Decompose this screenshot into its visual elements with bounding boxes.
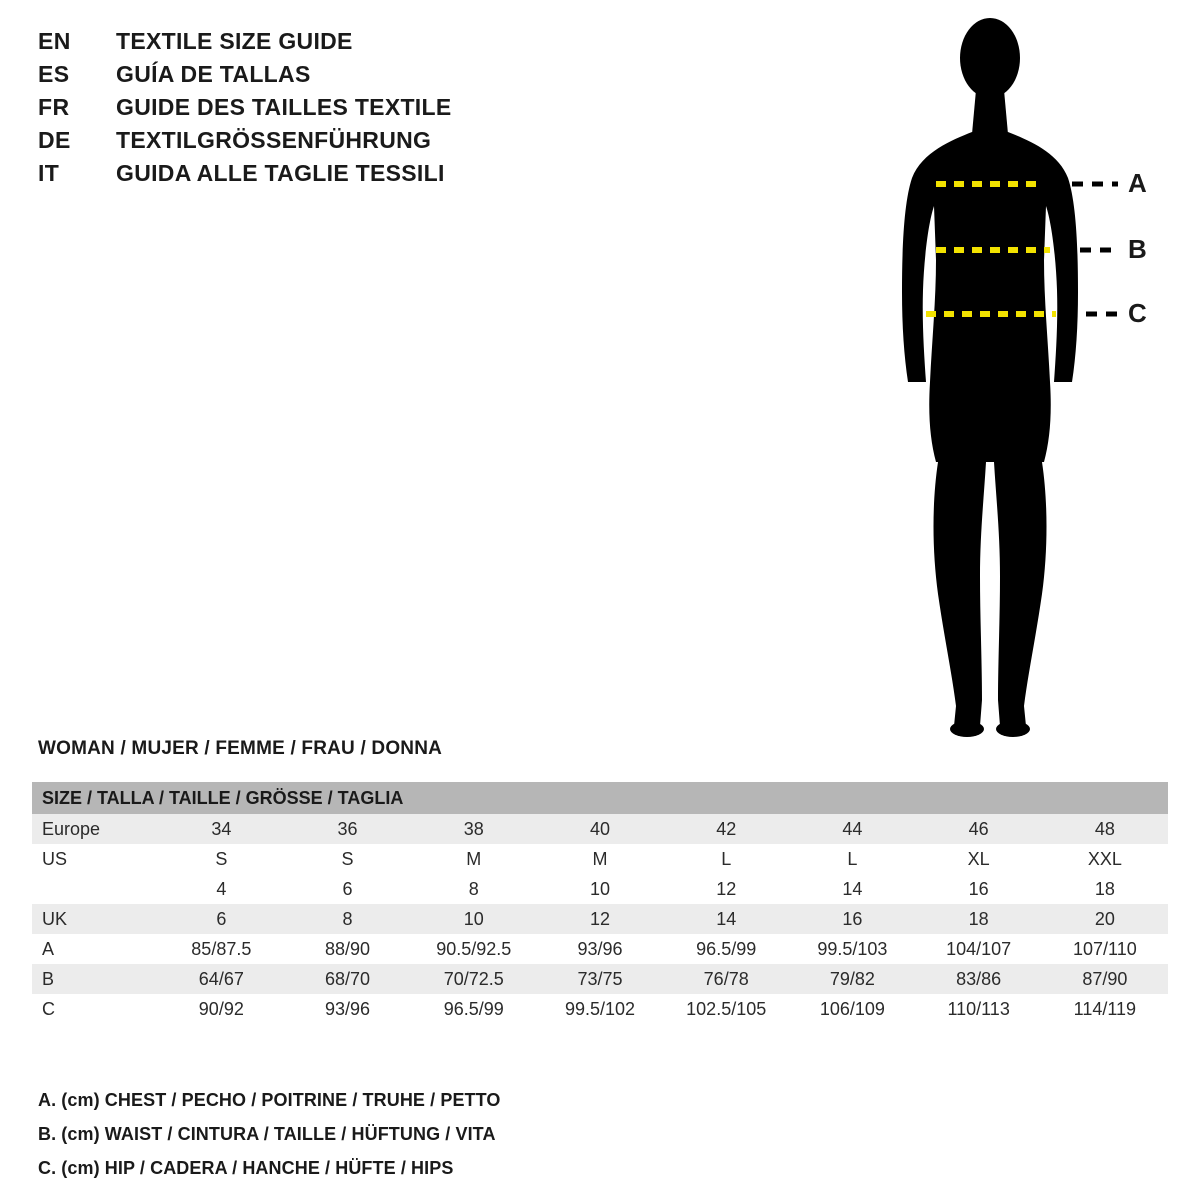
table-cell: 110/113	[916, 994, 1042, 1024]
table-cell: 102.5/105	[663, 994, 789, 1024]
table-row	[32, 874, 1168, 904]
title-text-fr: GUIDE DES TAILLES TEXTILE	[116, 94, 452, 120]
table-row	[32, 814, 1168, 844]
table-cell: 40	[537, 814, 663, 844]
table-head	[32, 782, 1168, 814]
table-cell: 83/86	[916, 964, 1042, 994]
footnote-chest: A. (cm) CHEST / PECHO / POITRINE / TRUHE / PETTO	[38, 1090, 501, 1110]
language-title-block	[38, 28, 598, 193]
table-cell: 96.5/99	[411, 994, 537, 1024]
table-cell: 79/82	[789, 964, 915, 994]
row-label: A	[32, 934, 158, 964]
table-header-row	[32, 782, 1168, 814]
table-cell: 76/78	[663, 964, 789, 994]
silhouette-icon	[902, 18, 1078, 737]
table-cell: 16	[789, 904, 915, 934]
table-cell: 10	[411, 904, 537, 934]
size-table-container	[32, 782, 1168, 1024]
title-row	[38, 61, 598, 88]
table-cell: L	[663, 844, 789, 874]
table-cell: S	[158, 844, 284, 874]
table-cell: 10	[537, 874, 663, 904]
table-cell: 38	[411, 814, 537, 844]
table-body	[32, 814, 1168, 1024]
table-cell: 87/90	[1042, 964, 1168, 994]
table-cell: L	[789, 844, 915, 874]
table-cell: 14	[789, 874, 915, 904]
table-cell: 12	[537, 904, 663, 934]
table-cell: 34	[158, 814, 284, 844]
table-cell: XXL	[1042, 844, 1168, 874]
language-code-it: IT	[38, 160, 60, 186]
table-cell: 48	[1042, 814, 1168, 844]
table-cell: 64/67	[158, 964, 284, 994]
footnote-hip: C. (cm) HIP / CADERA / HANCHE / HÜFTE / HIPS	[38, 1158, 454, 1178]
table-header-cell: SIZE / TALLA / TAILLE / GRÖSSE / TAGLIA	[32, 782, 1168, 814]
row-label: B	[32, 964, 158, 994]
title-text-en: TEXTILE SIZE GUIDE	[116, 28, 353, 54]
table-cell: 14	[663, 904, 789, 934]
table-cell: 93/96	[537, 934, 663, 964]
female-silhouette-figure	[860, 10, 1190, 750]
title-row	[38, 127, 598, 154]
table-cell: 8	[284, 904, 410, 934]
language-code-de: DE	[38, 127, 71, 153]
table-cell: 96.5/99	[663, 934, 789, 964]
table-cell: 99.5/103	[789, 934, 915, 964]
table-cell: 85/87.5	[158, 934, 284, 964]
title-text-de: TEXTILGRÖSSENFÜHRUNG	[116, 127, 432, 153]
figure-label-b: B	[1128, 234, 1147, 264]
table-cell: 93/96	[284, 994, 410, 1024]
table-cell: 18	[916, 904, 1042, 934]
table-cell: 46	[916, 814, 1042, 844]
row-label: US	[32, 844, 158, 874]
table-cell: 70/72.5	[411, 964, 537, 994]
table-cell: 104/107	[916, 934, 1042, 964]
table-row	[32, 964, 1168, 994]
table-cell: 16	[916, 874, 1042, 904]
table-cell: 20	[1042, 904, 1168, 934]
title-row	[38, 160, 598, 187]
title-row	[38, 28, 598, 55]
figure-label-c: C	[1128, 298, 1147, 328]
title-text-it: GUIDA ALLE TAGLIE TESSILI	[116, 160, 445, 186]
table-cell: 8	[411, 874, 537, 904]
table-cell: 44	[789, 814, 915, 844]
table-row	[32, 934, 1168, 964]
table-cell: S	[284, 844, 410, 874]
table-row	[32, 904, 1168, 934]
title-text-es: GUÍA DE TALLAS	[116, 61, 311, 87]
table-cell: 99.5/102	[537, 994, 663, 1024]
title-row	[38, 94, 598, 121]
language-code-es: ES	[38, 61, 70, 87]
footnotes-block	[38, 1090, 938, 1192]
row-label	[32, 874, 158, 904]
table-cell: 68/70	[284, 964, 410, 994]
table-cell: 90/92	[158, 994, 284, 1024]
table-cell: 36	[284, 814, 410, 844]
table-cell: 42	[663, 814, 789, 844]
table-cell: 73/75	[537, 964, 663, 994]
language-code-fr: FR	[38, 94, 70, 120]
table-row	[32, 844, 1168, 874]
table-row	[32, 994, 1168, 1024]
table-cell: 18	[1042, 874, 1168, 904]
table-cell: 6	[284, 874, 410, 904]
footnote-waist: B. (cm) WAIST / CINTURA / TAILLE / HÜFTUNG / VITA	[38, 1124, 496, 1144]
row-label: C	[32, 994, 158, 1024]
table-cell: 88/90	[284, 934, 410, 964]
table-cell: 106/109	[789, 994, 915, 1024]
table-cell: XL	[916, 844, 1042, 874]
table-cell: 4	[158, 874, 284, 904]
table-cell: 114/119	[1042, 994, 1168, 1024]
row-label: Europe	[32, 814, 158, 844]
size-table	[32, 782, 1168, 1024]
section-heading-woman: WOMAN / MUJER / FEMME / FRAU / DONNA	[38, 738, 443, 759]
table-cell: 12	[663, 874, 789, 904]
table-cell: 90.5/92.5	[411, 934, 537, 964]
table-cell: M	[411, 844, 537, 874]
language-code-en: EN	[38, 28, 71, 54]
table-cell: 107/110	[1042, 934, 1168, 964]
table-cell: 6	[158, 904, 284, 934]
figure-label-a: A	[1128, 168, 1147, 198]
row-label: UK	[32, 904, 158, 934]
table-cell: M	[537, 844, 663, 874]
